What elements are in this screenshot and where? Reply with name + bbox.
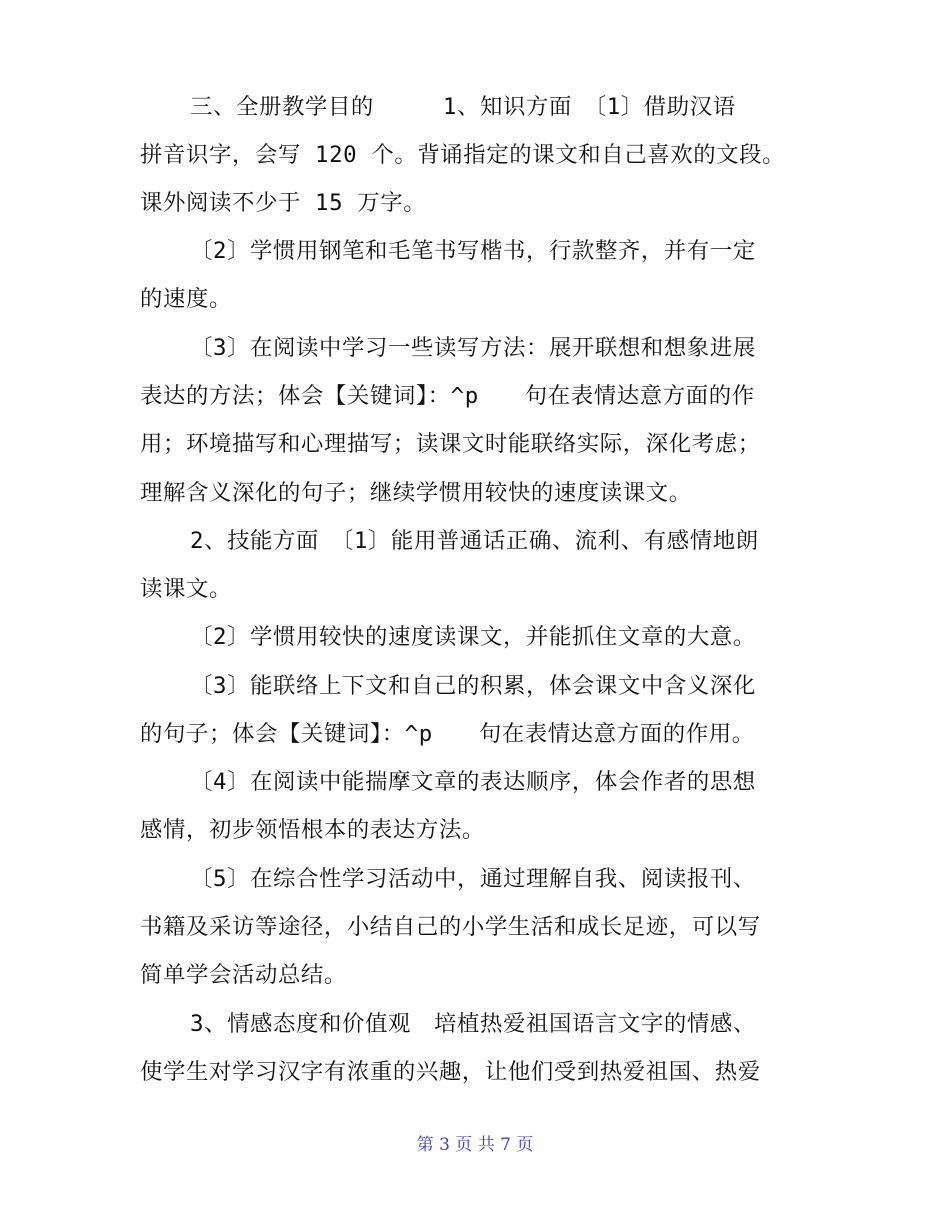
- page-number-footer: 第 3 页 共 7 页: [416, 1135, 534, 1155]
- text-line: 〔5〕在综合性学习活动中，通过理解自我、阅读报刊、: [190, 866, 756, 892]
- text-line: 使学生对学习汉字有浓重的兴趣，让他们受到热爱祖国、热爱: [140, 1059, 761, 1085]
- text-line: 用；环境描写和心理描写；读课文时能联络实际，深化考虑；: [140, 431, 761, 457]
- text-line: 〔2〕学惯用较快的速度读课文，并能抓住文章的大意。: [190, 624, 756, 650]
- text-line: 简单学会活动总结。: [140, 962, 347, 988]
- text-line: 2、技能方面 〔1〕能用普通话正确、流利、有感情地朗: [190, 528, 759, 554]
- text-line: 拼音识字，会写 120 个。背诵指定的课文和自己喜欢的文段。: [140, 142, 786, 168]
- text-line: 3、情感态度和价值观 培植热爱祖国语言文字的情感、: [190, 1011, 756, 1037]
- text-line: 课外阅读不少于 15 万字。: [140, 190, 427, 216]
- text-line: 的句子；体会【关键词】：^p 句在表情达意方面的作用。: [140, 721, 755, 747]
- text-line: 〔3〕在阅读中学习一些读写方法：展开联想和想象进展: [190, 335, 756, 361]
- text-line: 〔2〕学惯用钢笔和毛笔书写楷书，行款整齐，并有一定: [190, 238, 756, 264]
- text-line: 理解含义深化的句子；继续学惯用较快的速度读课文。: [140, 480, 692, 506]
- text-line: 三、全册教学目的 1、知识方面 〔1〕借助汉语: [190, 94, 736, 120]
- text-line: 〔3〕能联络上下文和自己的积累，体会课文中含义深化: [190, 673, 756, 699]
- text-line: 的速度。: [140, 286, 232, 312]
- text-line: 感情，初步领悟根本的表达方法。: [140, 817, 485, 843]
- text-line: 书籍及采访等途径，小结自己的小学生活和成长足迹，可以写: [140, 914, 761, 940]
- text-line: 表达的方法；体会【关键词】：^p 句在表情达意方面的作: [140, 383, 755, 409]
- text-line: 读课文。: [140, 576, 232, 602]
- text-line: 〔4〕在阅读中能揣摩文章的表达顺序，体会作者的思想: [190, 769, 756, 795]
